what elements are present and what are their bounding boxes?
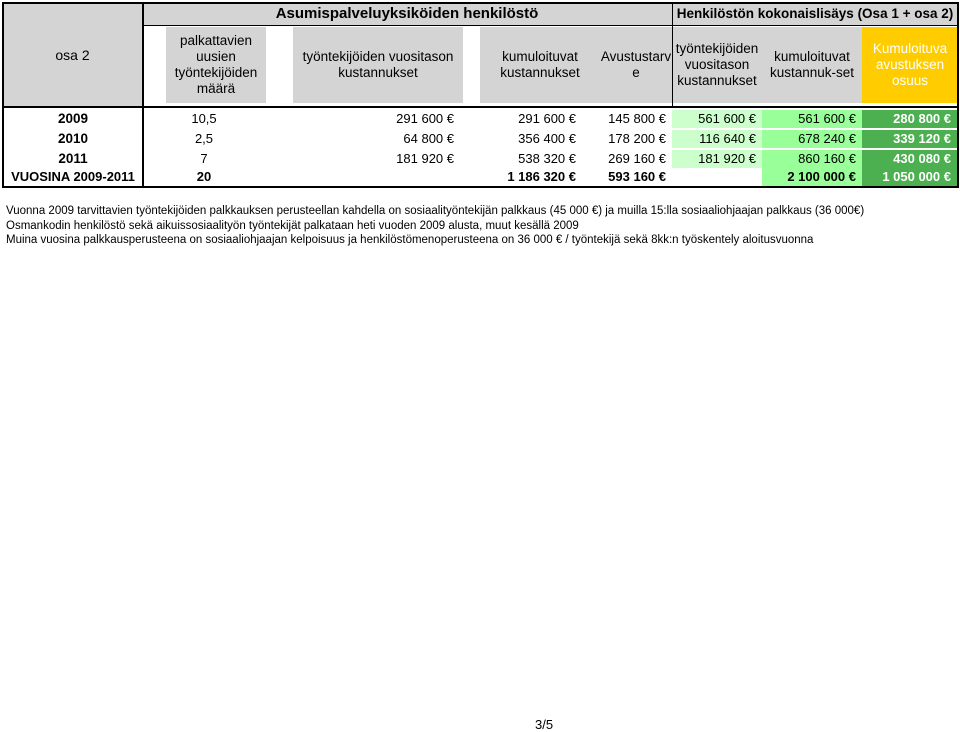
cell-count: 20 [196, 169, 212, 184]
cell-cum: 1 186 320 € [507, 169, 576, 184]
cell-grant: 269 160 € [608, 151, 666, 166]
notes [6, 204, 864, 248]
cell-year: 2010 [57, 131, 89, 146]
cell-t-cum: 2 100 000 € [762, 168, 862, 186]
cell-count: 7 [200, 151, 208, 166]
note-line: Osmankodin henkilöstö sekä aikuissosiaalityön työntekijät palkataan heti vuoden 2009 alusta, muut kesällä 2009 [6, 219, 579, 232]
cell-share: 339 120 € [862, 130, 957, 148]
cell-grant: 593 160 € [608, 169, 666, 184]
title-left: Asumispalveluyksiköiden henkilöstö [142, 3, 672, 25]
header-count: palkattavien uusien työntekijöiden määrä [166, 27, 266, 103]
cell-cum: 291 600 € [518, 111, 576, 126]
header-annual-cost: työntekijöiden vuositason kustannukset [293, 27, 463, 103]
cell-annual: 181 920 € [396, 151, 454, 166]
cell-grant: 178 200 € [608, 131, 666, 146]
cell-share: 430 080 € [862, 150, 957, 168]
header-osa: osa 2 [3, 3, 142, 106]
cell-year: 2009 [57, 111, 89, 126]
note-line: Vuonna 2009 tarvittavien työntekijöiden palkkauksen perusteellan kahdella on sosiaalityöntekijän palkkaus (45 000 €) ja muilla 15:lla sosiaaliohjaajan palkkaus (36 000€) [6, 205, 865, 217]
header-grant-share: Kumuloituva avustuksen osuus [862, 27, 958, 103]
cell-t-cum: 860 160 € [762, 150, 862, 168]
title-right: Henkilöstön kokonaislisäys (Osa 1 + osa 2) [672, 3, 958, 25]
cell-grant: 145 800 € [608, 111, 666, 126]
note-line: Muina vuosina palkkausperusteena on sosiaaliohjaajan kelpoisuus ja henkilöstömenoperusteena on 36 000 € / työntekijä sekä 8kk:n työskentely aloitusvuonna [6, 234, 814, 246]
cell-year: 2011 [58, 151, 88, 166]
cell-count: 10,5 [191, 111, 217, 126]
header-total-annual: työntekijöiden vuositason kustannukset [672, 27, 762, 103]
header-cum-cost: kumuloituvat kustannukset [480, 27, 600, 103]
cell-share: 280 800 € [862, 110, 957, 128]
page-number: 3/5 [535, 717, 554, 732]
cell-t-annual: 181 920 € [672, 150, 762, 168]
cell-t-annual [672, 168, 762, 186]
header-total-cum: kumuloituvat kustannuk-set [762, 27, 862, 103]
cell-annual [300, 168, 460, 186]
cell-cum: 538 320 € [518, 151, 576, 166]
cell-share: 1 050 000 € [862, 168, 957, 186]
header-grant: Avustustarve [600, 27, 672, 103]
cell-t-cum: 678 240 € [762, 130, 862, 148]
cell-cum: 356 400 € [518, 131, 576, 146]
cell-t-annual: 116 640 € [672, 130, 762, 148]
cell-year: VUOSINA 2009-2011 [11, 169, 135, 184]
cell-t-cum: 561 600 € [762, 110, 862, 128]
cell-annual: 64 800 € [403, 131, 454, 146]
cell-count: 2,5 [194, 131, 214, 146]
cell-annual: 291 600 € [396, 111, 454, 126]
cell-t-annual: 561 600 € [672, 110, 762, 128]
